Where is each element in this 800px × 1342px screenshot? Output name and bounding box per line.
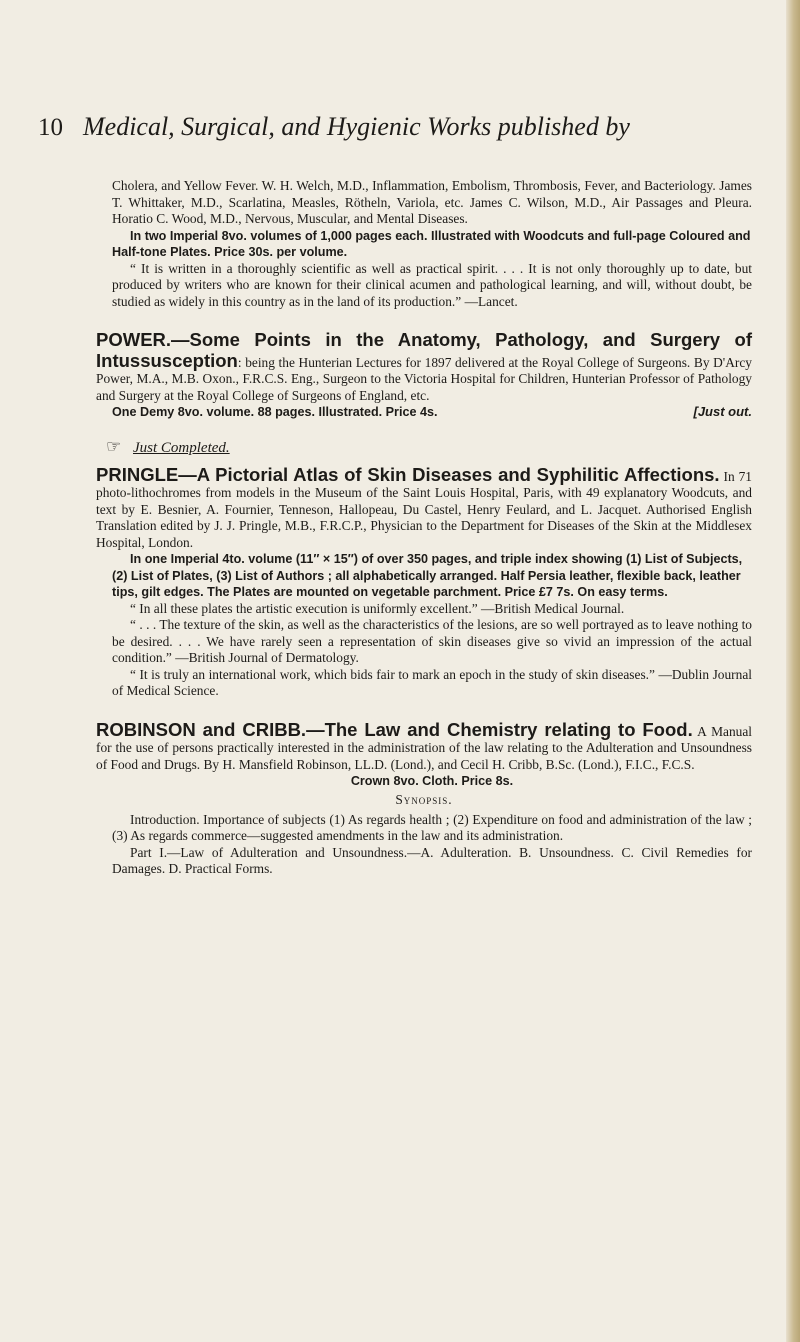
entry-pringle — [96, 465, 752, 700]
entry-heading-power: POWER.—Some Points in the Anatomy, Pathology, and Surgery of Intussusception — [96, 329, 752, 371]
review-dublin: “ It is truly an international work, which bids fair to mark an epoch in the study of skin diseases.” —Dublin Journal of Medical Science. — [112, 666, 752, 698]
pointing-hand-icon: ☞ — [106, 436, 122, 456]
page-content — [96, 178, 753, 878]
entry-robinson — [96, 720, 752, 878]
entry-power — [96, 330, 752, 421]
review-bmj: “ In all these plates the artistic execution is uniformly excellent.” —British Medical Journal. — [130, 600, 625, 616]
just-completed-notice — [106, 437, 752, 457]
entry-body-power: : being the Hunterian Lectures for 1897 delivered at the Royal College of Surgeons. By D'Arcy Power, M.A., M.B. Oxon., F.R.C.S. Eng., Surgeon to the Victoria Hospital for Children, Hunterian Professor of Pathology and Surgery at the Royal College of Surgeons of England, etc. — [96, 354, 752, 403]
just-completed-label: Just Completed. — [133, 439, 230, 456]
format-line-power: One Demy 8vo. volume. 88 pages. Illustrated. Price 4s. [Just out. — [112, 404, 752, 419]
entry-heading-pringle: PRINGLE—A Pictorial Atlas of Skin Diseases and Syphilitic Affections. — [96, 463, 720, 485]
format-line-contributors: In two Imperial 8vo. volumes of 1,000 pages each. Illustrated with Woodcuts and full-page Coloured and Half-tone Plates. Price 30s. per volume. — [112, 228, 751, 259]
entry-heading-robinson: ROBINSON and CRIBB.—The Law and Chemistry relating to Food. — [96, 718, 693, 740]
page-number: 10 — [38, 114, 63, 141]
just-out-note: [Just out. — [693, 404, 752, 419]
entry-body-pringle: In 71 photo-lithochromes from models in the Museum of the Saint Louis Hospital, Paris, with 49 explanatory Woodcuts, and text by E. Besnier, A. Fournier, Tenneson, Hallopeau, Du Castel, Henry Feulard, and L. Jacquet. Authorised English Translation edited by J. J. Pringle, M.B., F.R.C.P., Physician to the Department for Diseases of the Skin at the Middlesex Hospital, London. — [96, 468, 752, 550]
synopsis-part-one: Part I.—Law of Adulteration and Unsoundness.—A. Adulteration. B. Unsoundness. C. Civil Remedies for Damages. D. Practical Forms. — [112, 844, 752, 876]
entry-body-robinson: A Manual for the use of persons practically interested in the administration of the law relating to the Adulteration and Unsoundness of Food and Drugs. By H. Mansfield Robinson, LL.D. (Lond.), and Cecil H. Cribb, B.Sc. (Lond.), F.I.C., F.C.S. — [96, 723, 753, 772]
page-edge — [786, 0, 800, 1342]
format-line-robinson: Crown 8vo. Cloth. Price 8s. — [350, 774, 514, 788]
synopsis-heading: Synopsis. — [395, 791, 453, 807]
format-line-pringle: In one Imperial 4to. volume (11″ × 15″) of over 350 pages, and triple index showing (1) List of Subjects, (2) List of Plates, (3) List of Authors ; all alphabetically arranged. Half Persia leather, flexible back, leather tips, gilt edges. The Plates are mounted on vegetable parchment. Price £7 7s. On easy terms. — [112, 552, 743, 599]
review-dermatology: “ . . . The texture of the skin, as well as the characteristics of the lesions, are so well portrayed as to leave nothing to be desired. . . . We have rarely seen a representation of skin diseases give so vivid an impression of the actual condition.” —British Journal of Dermatology. — [112, 617, 752, 665]
running-head — [38, 112, 758, 142]
page-title: Medical, Surgical, and Hygienic Works published by — [83, 112, 630, 141]
continuation-text: Cholera, and Yellow Fever. W. H. Welch, M.D., Inflammation, Embolism, Thrombosis, Fever, and Bacteriology. James T. Whittaker, M.D., Scarlatina, Measles, Rötheln, Variola, etc. James C. Wilson, M.D., Air Passages and Pleura. Horatio C. Wood, M.D., Nervous, Muscular, and Mental Diseases. — [112, 178, 752, 226]
synopsis-text: Introduction. Importance of subjects (1) As regards health ; (2) Expenditure on food and administration of the law ; (3) As regards commerce—suggested amendments in the law and its administration. — [112, 811, 752, 843]
review-lancet: “ It is written in a thoroughly scientific as well as practical spirit. . . . It is not only thoroughly up to date, but produced by writers who are known for their clinical acumen and pathological learning, and will, without doubt, be studied as widely in this country as in the land of its production.” —Lancet. — [112, 260, 752, 309]
